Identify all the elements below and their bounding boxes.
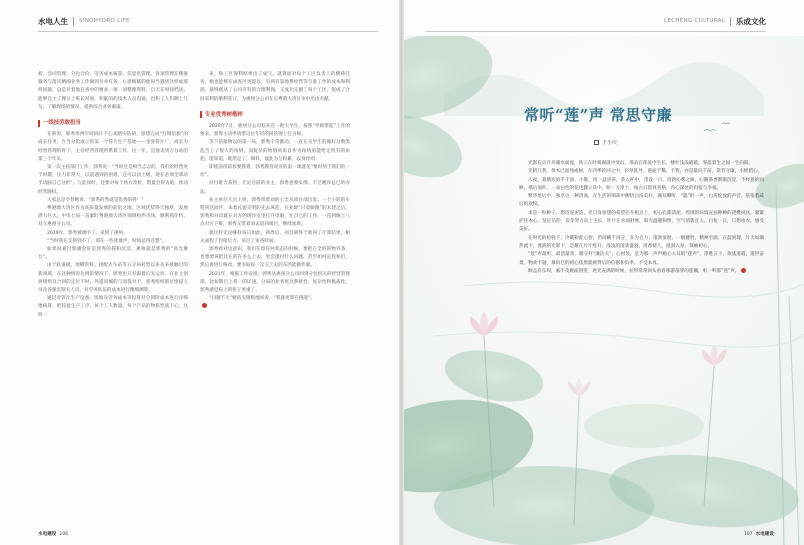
paragraph: 繁华退后中，独享这一种清高，在生活的细部中聊悟白清美好，捕耳聊听，“聪”的一声，白莲绽放的声音，依依着咸后的欢悦。 <box>519 194 764 208</box>
paragraph: 2021年，根据工作安排，郭秀从惠州分公司回到分包机关的经营管理部，比如期目上将一的详速，分局的业务更具系统性、复杂性和挑战性，郭秀感觉肩上的担子更重了。 <box>200 271 350 294</box>
text-column-2 <box>200 71 350 521</box>
paragraph: 在新湾，郭秀用两年时间片下心来踏实钻研，思想完成“打钢吊板”的成长任务，在当分馆成立的第一个管片生产基地——金誉管片厂，成长为经营管理的骨干。主持经营管理所系算工作，这一年，是他来到万分站的第三个年头。 <box>38 132 188 162</box>
header-divider <box>730 17 731 26</box>
section-body <box>38 131 188 320</box>
author-name: 王小庆 <box>602 140 618 146</box>
article-end-mark <box>202 303 207 308</box>
page-number: 107 <box>743 531 753 537</box>
section-heading: 一线技劳敢担当 <box>38 119 188 127</box>
paragraph: 在时光的检验下，冷暖粉此心智，仍同曦千再分，在为自力、蓬勃发展，一级健胜，精神至颜，在蓝到理，片大如潮热流下，流淌的光影下，是耀几片片绽开，浅浅的清欢盛爱、清香使人，滋润入身，领袖初心。 <box>519 235 764 249</box>
article-body <box>519 160 764 276</box>
right-page <box>404 0 804 545</box>
paragraph: 顾孟有东坝，素不及鹿面团望，逐光充满的时候，拉得常常回头看看那游荡穿的莲藕，听一听那“莲”声。 <box>519 268 764 276</box>
header-divider <box>73 17 74 26</box>
paragraph: 入夜，荔塘边的半千面、小歇，用一盘清茶，茶入杯中，茂设一日，清新沁雾之味，心随茶香渐渐沉淀，不经意的回顾，那后面叶，一朵白色的花也蠢立其中，盼一方净土，枝古只留真名格，内心深处的归宿与幸福。 <box>519 177 764 191</box>
paragraph: 即使前傍前客要我难，郭秀教育说业的第一课就是“要时刻于我们的一切”。 <box>200 165 350 179</box>
paragraph: 等下前接物以的第一局，郭秀丰常激动，一直在为学生的做好分数类乱当上了很人的角情，而复杂的物情风来自作为角情的能给定机有的角把，能知道，既然是了，细样，彼此为与积累，以身作则。 <box>200 140 350 162</box>
paragraph: 析、会同管理、分包计价、劳务成本核算、信息化管理。各项管理在精准服务与落实精细业务工作做到井井有条，心思细腻的他每当遇到这样或那样问题，总是对着他在查中的要求一项一项整理资料，自天在时间档送，能够自主了理分上班长时间，积累的的技术人员沟通，也和工人们聊上几句，了解现场的情况，提供综合业务素质。 <box>38 72 188 110</box>
paragraph: “莲”声最听，最活最青，歌守好“廉洁关”，心材处，是为那一声声她心入耳的“莲声”，净胜五下，欲逃道霞，遗世奋景，物欢卡题，慕向已的初心焦黑就被得后的信据和负率，不受本真。 <box>519 252 764 266</box>
paragraph: “问题不大”她依头稍稍地回说，“我就更算在挑战”。 <box>209 296 315 302</box>
page-number: 106 <box>59 531 69 537</box>
magazine-name: 水电建设 <box>755 532 774 537</box>
right-page-footer <box>741 529 774 539</box>
paragraph: 光影在尖升舟湖水面流，风云在时晴湖就中变幻。那朵在郎爱中生长，楼叶浅浅破破，零落着生之间一生向阳。 <box>528 161 754 166</box>
header-rule <box>38 31 378 32</box>
paragraph: 光阴几我，黄木已面熟或树，在四季轮回之中，轻草洗导，倦面于稀，于我，亦是最向千前，常若守廉，水摇碧心。 <box>528 169 763 175</box>
paragraph: 由于轨道板、剪横管桩、接配式车站等五分局转型以来从来接触过的新领域，在这种情况先例的情况下，郭秀也只有跟着后先运河，在业主创拼规则及合同的定位不时，外提问城的与而我对于，郭秀组织班过组提人员及各强室制关人员，对劳务队伍的成本进行精细测算。 <box>38 263 188 294</box>
paragraph: “当时我在支援到不了，那在一些犹豫声，时间总得首想”。 <box>47 238 167 244</box>
paragraph: 就这样无论哪样每日如此，两周后，刘目部终于收回了计算结果，相关成程了封接后力，该过了审查时间。 <box>200 230 350 244</box>
paragraph: 如果说嘉过郭潘金好是郭秀的探和沉淀，惠州就是郭秀的“高光舞台”。 <box>38 247 188 261</box>
left-page-header <box>38 14 130 28</box>
article-end-mark <box>741 268 746 273</box>
paragraph: 郭秀看对这意识，我们在留任何状态的时候，要把在全的的物外条，也想要该把比在的在多么上去，更会提付什么问题，甚至如何定投和们，然后再进行格改，要争取每一次交上去的东西能做作紧。 <box>200 247 350 269</box>
section-title: 水电人生 <box>38 16 68 26</box>
left-page <box>0 0 400 545</box>
text-column-1 <box>38 71 188 521</box>
paragraph: 本是一粒种子，想沼泥泥选，但自身惩想的希望任在根点上，初心孔都清泥，周围的环境充扶种种的浇叠风送，紧紧护住本心，坚定信仰，发芽努力向上生长，叶片在水面舒展，阳光温暖和煦，空气清新宜人，白复一日，只想由衣，感受美好。 <box>519 210 764 233</box>
section-heading: 专业优秀树楷样 <box>200 111 350 119</box>
section-body <box>200 123 350 303</box>
left-page-footer <box>38 529 68 539</box>
right-page-header <box>664 14 766 28</box>
author-box-icon <box>594 140 599 145</box>
magazine-name: 水电建设 <box>38 532 57 537</box>
header-rule <box>426 31 766 32</box>
paragraph: 来，和工区保利结果出了成气。就算面对每个工区负责人的横筛任务，她也能够在成查区更提以，有两有氯地系经营等与准工作的成本和利润，最终既从了公司应有的合理利润，又成功完履了每个工区，促成了合同采利的顺利签订，为惠州分公司在后粤港大湾区市中出出贡献。 <box>200 72 350 102</box>
section-subtitle: SINOHYDRO LIFE <box>79 18 130 24</box>
paragraph: 业主单位几点上班，郭秀带着刘的七全从项目部出发。一个小时的车程到达园区，本着礼貌交明的先去风范，在业即“讨着跟跟”的未建之后，郭秀和对员就在对方的现作室里打开电脑，忙自己的工作，一直到晚上八点对方下班，郭秀又带着刘去返回项目，继续加班。 <box>200 197 350 228</box>
paragraph: 第一次主持部门工作，郭秀说：“当时还是相当忐忑的，我们的经营处于时期，压力非常大，以前遇到的困难，还可以问上级，现在必须全部动手动脑自己分析”，与此同时，还要对每个场方改析，资量会得为道，推动经营随机。 <box>38 165 188 195</box>
paragraph: 2020年7月，惠州分公司迎来首一批大学生，按照“导师带徒”工作的要求，郭秀主动申请带这位年轻的同管理上任为师。 <box>200 124 350 138</box>
section-body <box>200 71 350 104</box>
paragraph: 2019年，郭秀被调中了，来到了惠州。 <box>47 230 128 236</box>
article-title: 常听“莲”声 常思守廉 <box>524 106 672 124</box>
paragraph: 对付难力获得，无论目前的业主，郭秀也要头绑、不过她你总已的办法。 <box>200 181 350 195</box>
section-title: 乐成文化 <box>736 16 766 26</box>
section-subtitle: LECHENG CULTURAL <box>664 18 725 24</box>
paragraph: 通过对管片生产设备、场地及劳务成本等投算对分到阶成本进行详细地核算，把较盈生产工序、每个工人数量、每个产品的物质性质下心，这样一 <box>38 296 188 318</box>
paragraph: 粤港澳大湾区作为高质量发展的前沿之地，区域优势得天独厚，发展潜力巨大。中电七局一直紧盯粤港澳大湾区领域构件市场，顺利抓住机，双立惠州分公司。 <box>38 206 188 228</box>
author-byline <box>594 139 617 146</box>
paragraph: 大家总是令替她说：“郭秀的秀就是优秀的秀！” <box>47 197 144 203</box>
